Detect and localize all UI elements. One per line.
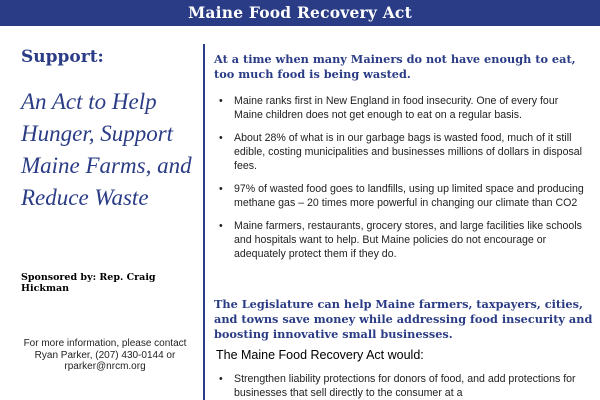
actions-list [214,372,588,400]
list-item: • 97% of wasted food goes to landfills, using up limited space and producing methane gas – 20 times more powerful in changing our climate than CO2 [214,182,588,210]
page-title: Maine Food Recovery Act [188,3,412,22]
column-divider [203,44,205,400]
headline-legislature: The Legislature can help Maine farmers, taxpayers, cities, and towns save money while addressing food insecurity and boosting innovative small businesses. [214,297,593,341]
contact-line-2: Ryan Parker, (207) 430-0144 or [34,349,176,361]
act-title: An Act to Help Hunger, Support Maine Farms, and Reduce Waste [21,89,192,210]
header-banner [0,0,600,26]
right-column [214,26,594,400]
left-column [0,26,203,400]
list-item: • About 28% of what is in our garbage bags is wasted food, much of it still edible, costing municipalities and businesses millions of dollars in disposal fees. [214,131,588,173]
would-label: The Maine Food Recovery Act would: [216,348,424,362]
facts-list [214,94,588,270]
headline-food-waste: At a time when many Mainers do not have enough to eat, too much food is being wasted. [214,52,576,81]
list-item: • Maine ranks first in New England in food insecurity. One of every four Maine children does not get enough to eat on a regular basis. [214,94,588,122]
list-item: • Strengthen liability protections for donors of food, and add protections for businesses that sell directly to the consumer at a [214,372,588,400]
sponsor-line: Sponsored by: Rep. Craig Hickman [21,272,156,294]
contact-line-1: For more information, please contact [23,338,187,349]
support-label: Support: [21,47,104,67]
contact-email: rparker@nrcm.org [64,361,146,372]
contact-info [12,338,198,373]
list-item: • Maine farmers, restaurants, grocery stores, and large facilities like schools and hospitals want to help. But Maine policies do not encourage or adequately protect them if they do. [214,219,588,261]
